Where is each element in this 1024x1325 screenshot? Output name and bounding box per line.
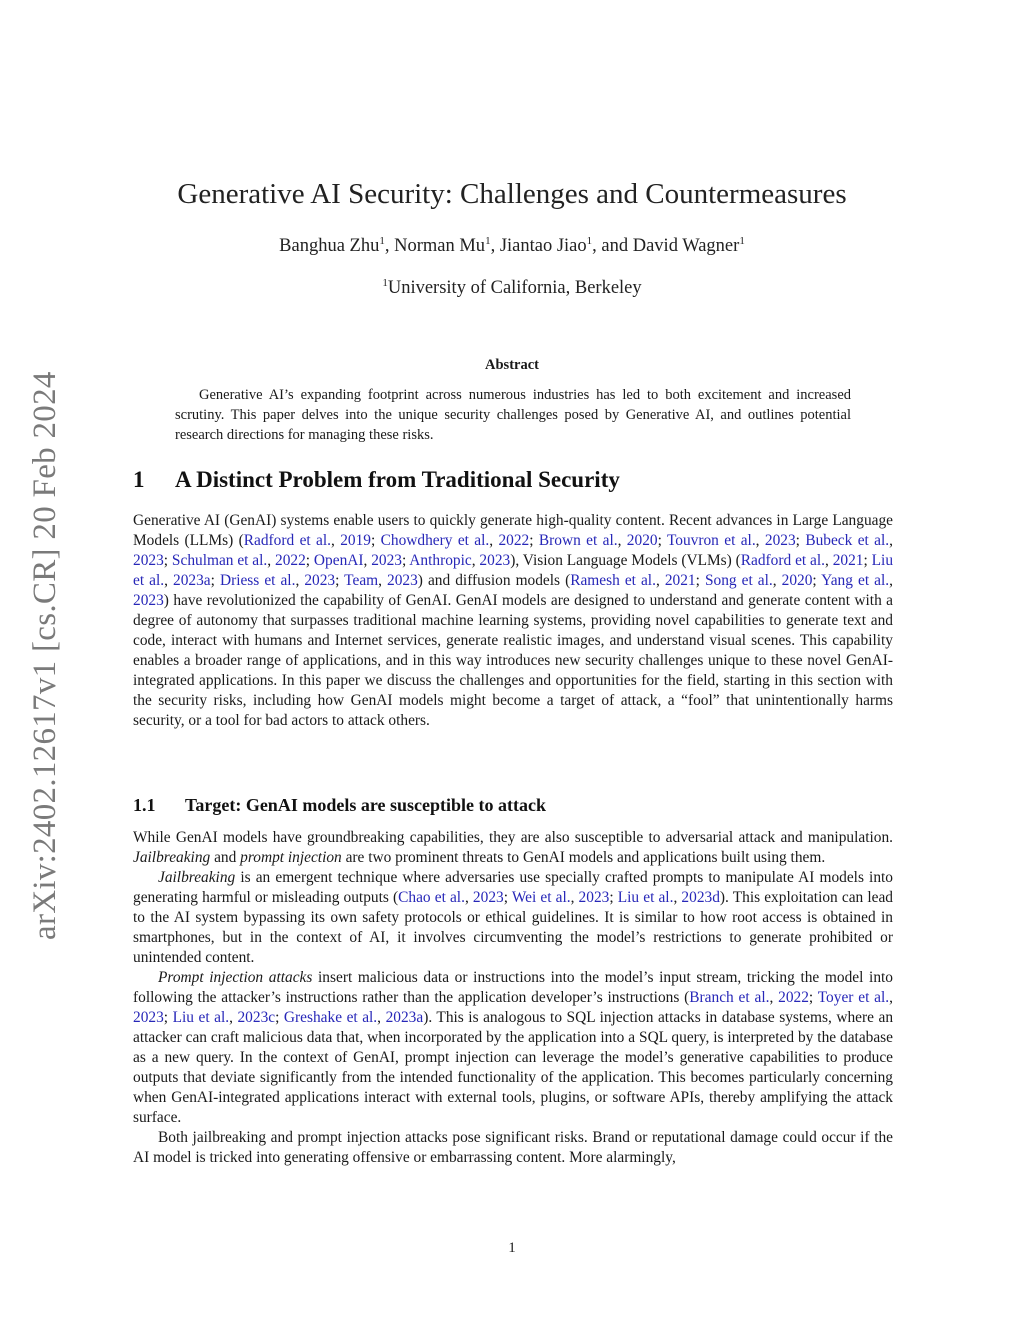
text-run: ; <box>305 552 314 569</box>
citation-link[interactable]: 2023 <box>133 592 164 609</box>
author-affiliation-mark: 1 <box>485 234 491 247</box>
citation-link[interactable]: 2022 <box>778 989 809 1006</box>
affiliation <box>0 278 1024 299</box>
author-name: David Wagner <box>632 236 740 256</box>
text-run: ). This exploitation can lead to the AI system bypassing its own safety protocols or ethical guidelines. It is similar to how root access is obtained in smartphones, but in the context of AI, it involves circumventing the model’s restrictions to generate prohibited or unintended content. <box>133 889 893 966</box>
citation-link[interactable]: Song et al. <box>704 572 773 589</box>
paragraph <box>133 968 893 1128</box>
citation-link[interactable]: Wei et al. <box>511 889 571 906</box>
text-run: , <box>889 532 893 549</box>
text-run: is an emergent technique where adversaries use specially crafted prompts to manipulate AI models into generating harmful or misleading outputs ( <box>133 869 893 906</box>
citation-link[interactable]: Branch et al. <box>689 989 770 1006</box>
citation-link[interactable]: 2023a <box>173 572 211 589</box>
text-run: ) have revolutionized the capability of GenAI. GenAI models are designed to understand and generate content with a degree of autonomy that surpasses traditional machine learning systems, providing novel capabilities to generate text and code, interact with humans and Internet services, generate realistic images, and understand visual scenes. This capability enables a broader range of applications, and in this way introduces new security challenges unique to these novel GenAI-integrated applications. In this paper we discuss the challenges and opportunities for the field, starting in this section with the security risks, including how GenAI models might become a target of attack, a “fool” that unintentionally harms security, or a tool for bad actors to attack others. <box>133 592 893 729</box>
text-run: ; <box>335 572 345 589</box>
citation-link[interactable]: 2020 <box>781 572 813 589</box>
author-separator: , <box>384 236 395 256</box>
citation-link[interactable]: 2023 <box>472 889 504 906</box>
text-run: and <box>210 849 241 866</box>
citation-link[interactable]: Liu et al. <box>617 889 674 906</box>
author-name: Norman Mu <box>394 236 486 256</box>
text-run: , <box>655 572 665 589</box>
citation-link[interactable]: Chowdhery et al. <box>380 532 490 549</box>
citation-link[interactable]: 2022 <box>498 532 530 549</box>
text-run: , <box>889 989 893 1006</box>
citation-link[interactable]: Liu et al. <box>133 552 894 589</box>
citation-link[interactable]: 2022 <box>275 552 306 569</box>
author-affiliation-mark: 1 <box>379 234 385 247</box>
emphasized-text: Prompt injection attacks <box>158 969 313 986</box>
citation-link[interactable]: 2023c <box>237 1009 276 1026</box>
citation-link[interactable]: Touvron et al. <box>666 532 756 549</box>
emphasized-text: Jailbreaking <box>158 869 236 886</box>
author-separator: , <box>490 236 500 256</box>
subsection-title: Target: GenAI models are susceptible to attack <box>185 795 546 815</box>
text-run: are two prominent threats to GenAI models and applications built using them. <box>341 849 826 866</box>
text-run: ; <box>795 532 806 549</box>
citation-link[interactable]: Anthropic <box>409 552 472 569</box>
citation-link[interactable]: Bubeck et al. <box>805 532 890 549</box>
citation-link[interactable]: 2021 <box>832 552 864 569</box>
text-run: , <box>570 889 579 906</box>
text-run: , <box>464 889 473 906</box>
text-run: , <box>164 572 173 589</box>
paragraph <box>133 868 893 968</box>
section-1-body <box>133 511 893 731</box>
text-run: , <box>377 1009 386 1026</box>
text-run: ; <box>275 1009 284 1026</box>
text-run: ) and diffusion models ( <box>417 572 571 589</box>
emphasized-text: prompt injection <box>240 849 342 866</box>
subsection-1-1-body <box>133 828 893 1168</box>
text-run: ; <box>503 889 512 906</box>
citation-link[interactable]: Liu et al. <box>172 1009 230 1026</box>
citation-link[interactable]: 2023 <box>304 572 336 589</box>
paper-title: Generative AI Security: Challenges and Countermeasures <box>177 178 847 210</box>
text-run: , <box>471 552 480 569</box>
citation-link[interactable]: 2023a <box>385 1009 424 1026</box>
citation-link[interactable]: 2023 <box>133 1009 164 1026</box>
paragraph <box>133 511 893 731</box>
text-run: ; <box>657 532 667 549</box>
text-run: While GenAI models have groundbreaking capabilities, they are also susceptible to adversarial attack and manipulation. <box>133 829 893 846</box>
citation-link[interactable]: OpenAI <box>313 552 364 569</box>
abstract-heading: Abstract <box>485 357 539 373</box>
text-run: Both jailbreaking and prompt injection attacks pose significant risks. Brand or reputational damage could occur if the AI model is tricked into generating offensive or embarrassing content. More alarmingly, <box>133 1129 893 1166</box>
citation-link[interactable]: Team <box>344 572 379 589</box>
citation-link[interactable]: 2023 <box>479 552 511 569</box>
author-name: Banghua Zhu <box>279 236 380 256</box>
citation-link[interactable]: Chao et al. <box>398 889 465 906</box>
text-run: , <box>267 552 275 569</box>
text-run: ; <box>808 989 818 1006</box>
section-title: A Distinct Problem from Traditional Security <box>175 467 620 492</box>
text-run: ; <box>695 572 705 589</box>
text-run: ; <box>863 552 872 569</box>
text-run: ), Vision Language Models (VLMs) ( <box>510 552 741 569</box>
text-run: , <box>769 989 779 1006</box>
citation-link[interactable]: 2021 <box>664 572 696 589</box>
section-1-heading <box>133 467 620 493</box>
paragraph <box>133 828 893 868</box>
text-run: , <box>772 572 782 589</box>
citation-link[interactable]: 2023 <box>133 552 164 569</box>
text-run: , <box>617 532 627 549</box>
text-run: , <box>673 889 682 906</box>
abstract-text: Generative AI’s expanding footprint across numerous industries has led to both excitement and increased scrutiny. This paper delves into the unique security challenges posed by Generative AI, and outlines potential research directions for managing these risks. <box>175 387 851 443</box>
author-list <box>0 236 1024 257</box>
text-run: , <box>889 572 893 589</box>
paragraph <box>133 1128 893 1168</box>
citation-link[interactable]: Driess et al. <box>219 572 296 589</box>
text-run: ; <box>163 552 172 569</box>
text-run: ; <box>371 532 381 549</box>
text-run: , <box>825 552 833 569</box>
affiliation-mark: 1 <box>382 276 388 289</box>
citation-link[interactable]: 2023 <box>371 552 402 569</box>
section-number: 1 <box>133 467 145 492</box>
author-affiliation-mark: 1 <box>739 234 745 247</box>
emphasized-text: Jailbreaking <box>133 849 211 866</box>
citation-link[interactable]: 2023 <box>578 889 610 906</box>
text-run: ; <box>210 572 220 589</box>
text-run: Generative AI (GenAI) systems enable users to quickly generate high-quality content. Recent advances in Large Language Models (LLMs) ( <box>133 512 893 549</box>
author-separator: , and <box>592 236 633 256</box>
citation-link[interactable]: 2019 <box>340 532 371 549</box>
subsection-1-1-heading <box>133 795 546 816</box>
citation-link[interactable]: Radford et al. <box>243 532 331 549</box>
text-run: ; <box>609 889 618 906</box>
citation-link[interactable]: Radford et al. <box>740 552 825 569</box>
text-run: , <box>363 552 372 569</box>
text-run: , <box>295 572 305 589</box>
text-run: insert malicious data or instructions into the model’s input stream, tricking the model into following the attacker’s instructions rather than the application developer’s instructions ( <box>133 969 893 1006</box>
text-run: ). This is analogous to SQL injection attacks in database systems, where an attacker can craft malicious data that, when incorporated by the application into a SQL query, is interpreted by the database as a new query. In the context of GenAI, prompt injection can leverage the model’s generative capabilities to produce outputs that deviate significantly from the intended functionality of the application. This becomes particularly concerning when GenAI-integrated applications interact with external tools, plugins, or software APIs, thereby amplifying the attack surface. <box>133 1009 894 1126</box>
subsection-number: 1.1 <box>133 795 156 815</box>
citation-link[interactable]: 2023 <box>387 572 418 589</box>
citation-link[interactable]: 2023 <box>764 532 796 549</box>
citation-link[interactable]: Brown et al. <box>538 532 618 549</box>
text-run: , <box>378 572 388 589</box>
arxiv-identifier: arXiv:2402.12617v1 [cs.CR] 20 Feb 2024 <box>27 371 63 940</box>
text-run: ; <box>163 1009 173 1026</box>
citation-link[interactable]: Ramesh et al. <box>570 572 656 589</box>
citation-link[interactable]: Schulman et al. <box>171 552 268 569</box>
text-run: , <box>489 532 499 549</box>
text-run: ; <box>812 572 822 589</box>
citation-link[interactable]: Toyer et al. <box>817 989 890 1006</box>
author-affiliation-mark: 1 <box>586 234 593 247</box>
author-name: Jiantao Jiao <box>499 236 587 256</box>
citation-link[interactable]: 2023d <box>681 889 720 906</box>
text-run: ; <box>529 532 539 549</box>
citation-link[interactable]: 2020 <box>626 532 658 549</box>
text-run: , <box>755 532 765 549</box>
affiliation-name: University of California, Berkeley <box>387 278 642 298</box>
citation-link[interactable]: Greshake et al. <box>283 1009 378 1026</box>
text-run: , <box>229 1009 238 1026</box>
text-run: , <box>331 532 341 549</box>
citation-link[interactable]: Yang et al. <box>821 572 890 589</box>
text-run: ; <box>402 552 410 569</box>
page-number: 1 <box>508 1240 516 1256</box>
